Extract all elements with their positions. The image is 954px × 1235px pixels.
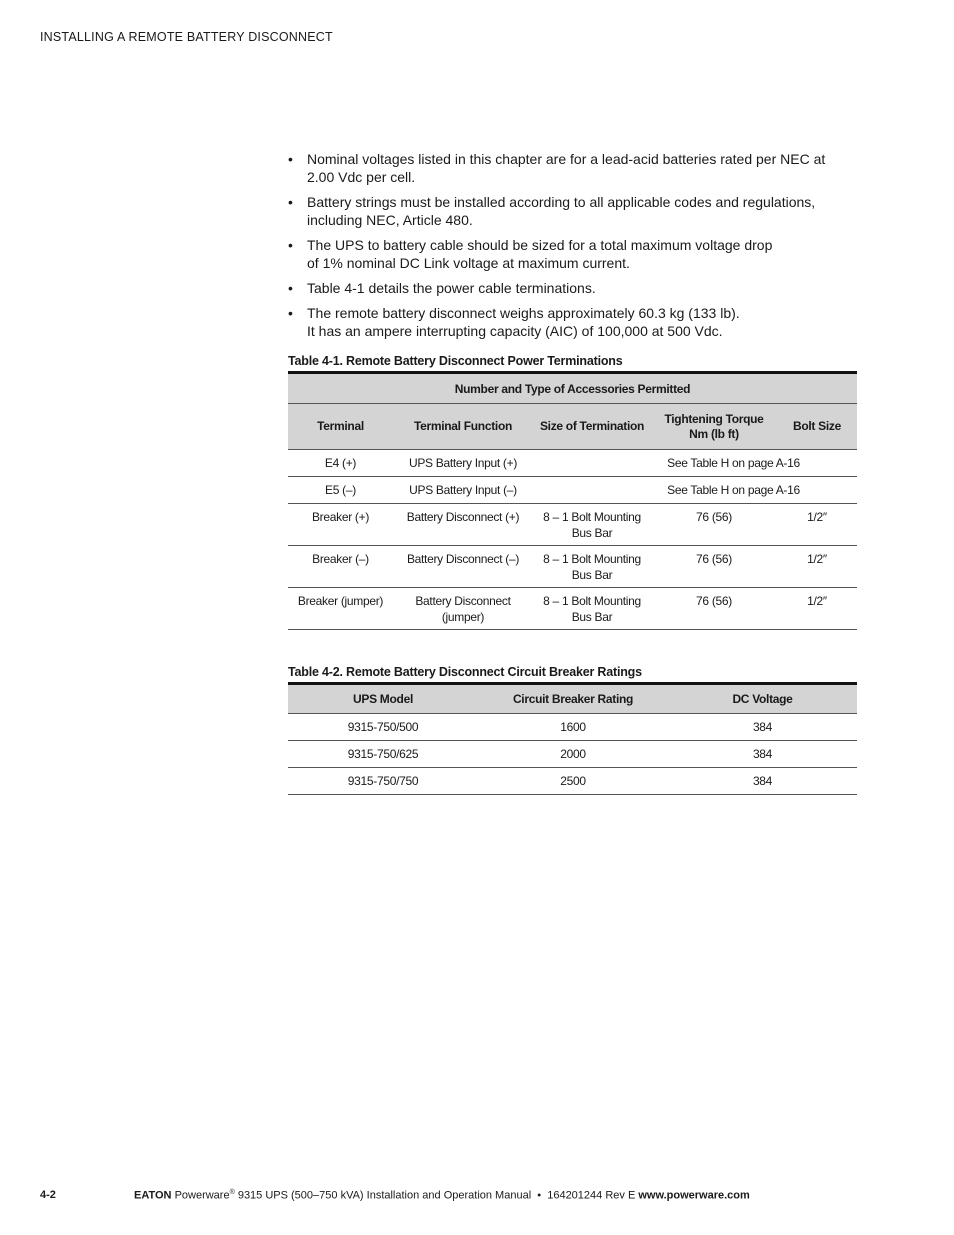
column-header — [651, 404, 777, 450]
cell-rating: 2500 — [478, 768, 668, 795]
column-header: Terminal — [288, 404, 393, 450]
cell-line: Battery Disconnect — [415, 594, 511, 608]
column-header: Circuit Breaker Rating — [478, 684, 668, 714]
bullet-line: 2.00 Vdc per cell. — [307, 169, 416, 185]
bullet-line: It has an ampere interrupting capacity (AIC) of 100,000 at 500 Vdc. — [307, 323, 723, 339]
cell-function — [393, 504, 533, 546]
bullet-line: of 1% nominal DC Link voltage at maximum current. — [307, 255, 630, 271]
cell-line: 8 – 1 Bolt Mounting — [543, 510, 641, 524]
cell-function: UPS Battery Input (+) — [393, 450, 533, 477]
cell-function — [393, 546, 533, 588]
cell-terminal: E5 (–) — [288, 477, 393, 504]
cell-line: Battery Disconnect (–) — [406, 552, 520, 566]
power-terminations-table — [288, 371, 857, 630]
table-2-caption: Table 4-2. Remote Battery Disconnect Circuit Breaker Ratings — [288, 665, 642, 679]
cell-function — [393, 588, 533, 630]
cell-bolt: 1/2″ — [777, 546, 857, 588]
table-row — [288, 504, 857, 546]
cell-terminal: E4 (+) — [288, 450, 393, 477]
list-item — [288, 304, 858, 340]
bullet-icon: • — [288, 280, 293, 296]
cell-line: 8 – 1 Bolt Mounting — [543, 552, 641, 566]
group-header: Number and Type of Accessories Permitted — [288, 373, 857, 404]
cell-bolt: 1/2″ — [777, 588, 857, 630]
product-name: Powerware — [174, 1189, 230, 1202]
running-head: INSTALLING A REMOTE BATTERY DISCONNECT — [40, 30, 333, 44]
bullet-line: The UPS to battery cable should be sized for a total maximum voltage drop — [307, 237, 773, 253]
cell-size — [533, 546, 651, 588]
cell-line: Battery Disconnect (+) — [406, 510, 520, 524]
footer-text — [134, 1189, 750, 1202]
cell-model: 9315-750/500 — [288, 714, 478, 741]
cell-rating: 2000 — [478, 741, 668, 768]
cell-voltage: 384 — [668, 741, 857, 768]
cell-line: Bus Bar — [571, 568, 613, 582]
manual-title: 9315 UPS (500–750 kVA) Installation and Operation Manual • 164201244 Rev E — [234, 1189, 639, 1202]
main-content — [288, 150, 858, 795]
table-1-caption: Table 4-1. Remote Battery Disconnect Power Terminations — [288, 354, 623, 368]
table-row — [288, 588, 857, 630]
list-item — [288, 193, 858, 229]
header-line: Nm (lb ft) — [689, 426, 739, 441]
column-header: UPS Model — [288, 684, 478, 714]
bullet-icon: • — [288, 305, 293, 321]
cell-model: 9315-750/625 — [288, 741, 478, 768]
cell-line: Bus Bar — [571, 610, 613, 624]
cell-line: Bus Bar — [571, 526, 613, 540]
column-header: DC Voltage — [668, 684, 857, 714]
bullet-line: including NEC, Article 480. — [307, 212, 473, 228]
circuit-breaker-table — [288, 682, 857, 795]
list-item — [288, 279, 858, 297]
cell-span-note: See Table H on page A-16 — [533, 477, 857, 504]
bullet-icon: • — [288, 237, 293, 253]
list-item — [288, 236, 858, 272]
cell-line: 8 – 1 Bolt Mounting — [543, 594, 641, 608]
registered-mark: ® — [229, 1189, 235, 1196]
cell-bolt: 1/2″ — [777, 504, 857, 546]
page-number: 4-2 — [40, 1189, 56, 1201]
bullet-list — [288, 150, 858, 340]
column-header: Bolt Size — [777, 404, 857, 450]
table-row — [288, 714, 857, 741]
bullet-icon: • — [288, 194, 293, 210]
cell-torque: 76 (56) — [651, 546, 777, 588]
cell-size — [533, 504, 651, 546]
cell-function: UPS Battery Input (–) — [393, 477, 533, 504]
cell-voltage: 384 — [668, 714, 857, 741]
cell-torque: 76 (56) — [651, 504, 777, 546]
bullet-icon: • — [288, 151, 293, 167]
brand-name: EATON — [134, 1189, 172, 1202]
table-row — [288, 768, 857, 795]
cell-span-note: See Table H on page A-16 — [533, 450, 857, 477]
cell-terminal: Breaker (–) — [288, 546, 393, 588]
bullet-line: Nominal voltages listed in this chapter are for a lead-acid batteries rated per NEC at — [307, 151, 826, 167]
cell-terminal: Breaker (+) — [288, 504, 393, 546]
table-row — [288, 450, 857, 477]
website-link[interactable]: www.powerware.com — [638, 1189, 750, 1202]
column-header: Size of Termination — [533, 404, 651, 450]
bullet-line: Table 4-1 details the power cable terminations. — [307, 280, 596, 296]
cell-model: 9315-750/750 — [288, 768, 478, 795]
cell-rating: 1600 — [478, 714, 668, 741]
cell-torque: 76 (56) — [651, 588, 777, 630]
bullet-line: Battery strings must be installed according to all applicable codes and regulations, — [307, 194, 816, 210]
cell-size — [533, 588, 651, 630]
cell-line: (jumper) — [441, 610, 485, 624]
table-row — [288, 477, 857, 504]
list-item — [288, 150, 858, 186]
column-header: Terminal Function — [393, 404, 533, 450]
header-line: Tightening Torque — [664, 411, 764, 426]
cell-terminal: Breaker (jumper) — [288, 588, 393, 630]
cell-voltage: 384 — [668, 768, 857, 795]
bullet-line: The remote battery disconnect weighs approximately 60.3 kg (133 lb). — [307, 305, 740, 321]
table-row — [288, 546, 857, 588]
table-row — [288, 741, 857, 768]
